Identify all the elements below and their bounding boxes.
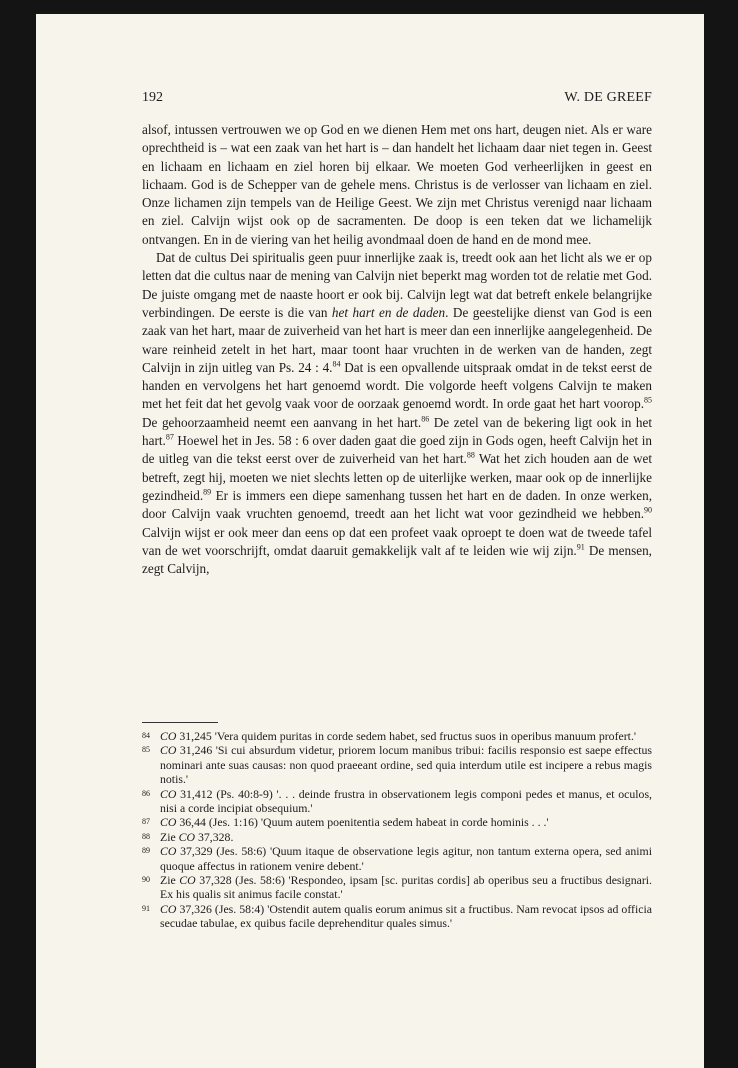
footnote-ref-85: 85 bbox=[644, 396, 652, 406]
footnote-text: 31,246 'Si cui absurdum videtur, priorem locum manibus tribui: facilis responsio est saepe effectus nominari ante suas causas: non quod praeeant ordine, sed quia interdum utile est incipere a rebus magis notis.' bbox=[160, 743, 652, 787]
footnote-90 bbox=[142, 873, 652, 902]
italic-phrase: het hart en de daden bbox=[331, 304, 446, 320]
footnote-86 bbox=[142, 787, 652, 816]
footnote-text: 37,326 (Jes. 58:4) 'Ostendit autem qualis eorum animus sit a fructibus. Nam revocat ipsos ad officia secudae tabulae, ex quibus facile deprehenditur quales simus.' bbox=[160, 901, 652, 931]
footnote-number: 91 bbox=[142, 903, 150, 913]
footnote-ref-89: 89 bbox=[203, 487, 212, 497]
footnote-ref-87: 87 bbox=[165, 432, 174, 442]
footnote-91 bbox=[142, 902, 652, 931]
footnote-ref-90: 90 bbox=[644, 505, 652, 515]
scan-edge-left bbox=[0, 0, 36, 1068]
running-author: W. DE GREEF bbox=[564, 90, 652, 105]
footnote-87 bbox=[142, 815, 652, 829]
text-segment: Wat het zich houden aan de wet betreft, zegt hij, moeten we niet slechts letten op de uiterlijke werken, maar ook op de innerlijke gezindheid. bbox=[142, 451, 653, 503]
footnote-89 bbox=[142, 844, 652, 873]
text-segment: Calvijn wijst er ook meer dan eens op dat een profeet vaak oproept te doen wat de tweede tafel van de wet voorschrijft, omdat daaruit gemakkelijk valt af te leiden wie wij zijn. bbox=[142, 524, 652, 558]
footnote-text: 37,328 (Jes. 58:6) 'Respondeo, ipsam [sc. puritas cordis] ab operibus seu a fructibus designari. Ex his qualis sit animus facile constat.' bbox=[160, 873, 652, 902]
footnote-source: CO bbox=[160, 729, 177, 743]
footnote-source: CO bbox=[160, 786, 177, 801]
scan-edge-right bbox=[704, 0, 738, 1068]
footnote-prefix: Zie bbox=[160, 829, 179, 844]
footnote-number: 85 bbox=[142, 745, 150, 755]
scan-edge-top bbox=[0, 0, 738, 14]
footnote-88 bbox=[142, 830, 652, 844]
running-header bbox=[142, 90, 652, 110]
main-text bbox=[142, 121, 652, 578]
footnote-number: 88 bbox=[142, 831, 150, 841]
footnote-divider bbox=[142, 722, 218, 723]
footnote-number: 89 bbox=[142, 846, 150, 856]
text-segment: Dat is een opvallende uitspraak omdat in de tekst eerst de handen en vervolgens het hart genoemd wordt. Die volgorde heeft volgens Calvijn te maken met het feit dat het gevolg vaak voor de oorzaak genoemd wordt. In orde gaat het hart voorop. bbox=[142, 359, 652, 412]
footnote-ref-91: 91 bbox=[576, 542, 585, 552]
footnote-number: 90 bbox=[142, 875, 150, 885]
footnote-source: CO bbox=[160, 901, 177, 916]
footnote-text: 36,44 (Jes. 1:16) 'Quum autem poenitentia sedem habeat in corde hominis . . .' bbox=[176, 815, 549, 830]
paragraph-2 bbox=[142, 249, 652, 578]
footnote-number: 87 bbox=[142, 817, 150, 827]
footnote-text: 31,245 'Vera quidem puritas in corde sedem habet, sed fructus suos in operibus manuum profert.' bbox=[176, 729, 637, 743]
footnote-text: 31,412 (Ps. 40:8-9) '. . . deinde frustra in observationem legis componi pedes et manus, et oculos, nisi a corde incipiat obsequium.' bbox=[160, 786, 652, 816]
text-segment: De gehoorzaamheid neemt een aanvang in het hart. bbox=[142, 414, 422, 430]
footnotes bbox=[142, 729, 652, 931]
text-segment: De zetel van de bekering ligt ook in het hart. bbox=[142, 414, 652, 449]
footnote-number: 84 bbox=[142, 731, 150, 740]
footnote-ref-86: 86 bbox=[421, 414, 430, 424]
footnote-source: CO bbox=[160, 815, 177, 830]
text-segment: Er is immers een diepe samenhang tussen het hart en de daden. In onze werken, door Calvijn vaak vruchten genoemd, treedt aan het licht wat voor gezindheid we hebben. bbox=[142, 487, 652, 522]
footnote-text: 37,328. bbox=[195, 829, 234, 844]
page-number: 192 bbox=[142, 90, 163, 105]
text-segment: . De geestelijke dienst van God is een zaak van het hart, maar de zuiverheid van het hart is meer dan een innerlijke aangelegenheid. De ware reinheid zetelt in het hart, maar toont haar vruchten in de werken van de handen, zegt Calvijn in zijn uitleg van Ps. 24 : 4. bbox=[142, 304, 652, 375]
footnote-prefix: Zie bbox=[160, 873, 180, 888]
footnote-text: 37,329 (Jes. 58:6) 'Quum itaque de observatione legis agitur, non tantum externa opera, sed animi quoque affectus in rationem venire debent.' bbox=[160, 844, 652, 873]
paragraph-1: alsof, intussen vertrouwen we op God en we dienen Hem met ons hart, deugen niet. Als er ware oprechtheid is – wat een zaak van het hart is – dan handelt het lichaam daar niet tegen in. Geest en lichaam en lichaam en ziel horen bij elkaar. We moeten God verheerlijken in geest en lichaam. God is de Schepper van de gehele mens. Christus is de verlosser van lichaam en ziel. Onze lichamen zijn tempels van de Heilige Geest. We zijn met Christus verenigd naar lichaam en ziel. Calvijn wijst ook op de sacramenten. De doop is een teken dat we lichamelijk ontvangen. En in de viering van het heilig avondmaal doen de hand en de mond mee. bbox=[142, 122, 652, 247]
text-segment: Hoewel het in Jes. 58 : 6 over daden gaat die goed zijn in Gods ogen, heeft Calvijn het in de uitleg van die tekst eerst over de zuiverheid van het hart. bbox=[142, 433, 652, 467]
footnote-source: CO bbox=[160, 743, 177, 758]
footnote-ref-88: 88 bbox=[466, 450, 475, 460]
footnote-ref-84: 84 bbox=[332, 359, 341, 369]
footnote-source: CO bbox=[178, 829, 196, 844]
footnote-85 bbox=[142, 743, 652, 786]
footnote-source: CO bbox=[160, 844, 177, 859]
footnote-84 bbox=[142, 729, 652, 743]
footnote-source: CO bbox=[179, 873, 196, 888]
footnote-number: 86 bbox=[142, 788, 150, 798]
text-segment: De mensen, zegt Calvijn, bbox=[142, 542, 652, 577]
text-segment: Dat de cultus Dei spiritualis geen puur innerlijke zaak is, treedt ook aan het licht als we er op letten dat die cultus naar de mening van Calvijn niet beperkt mag worden tot de relatie met God. De juiste omgang met de naaste hoort er ook bij. Calvijn legt wat dat betreft enkele belangrijke verbindingen. De eerste is die van bbox=[142, 250, 652, 320]
